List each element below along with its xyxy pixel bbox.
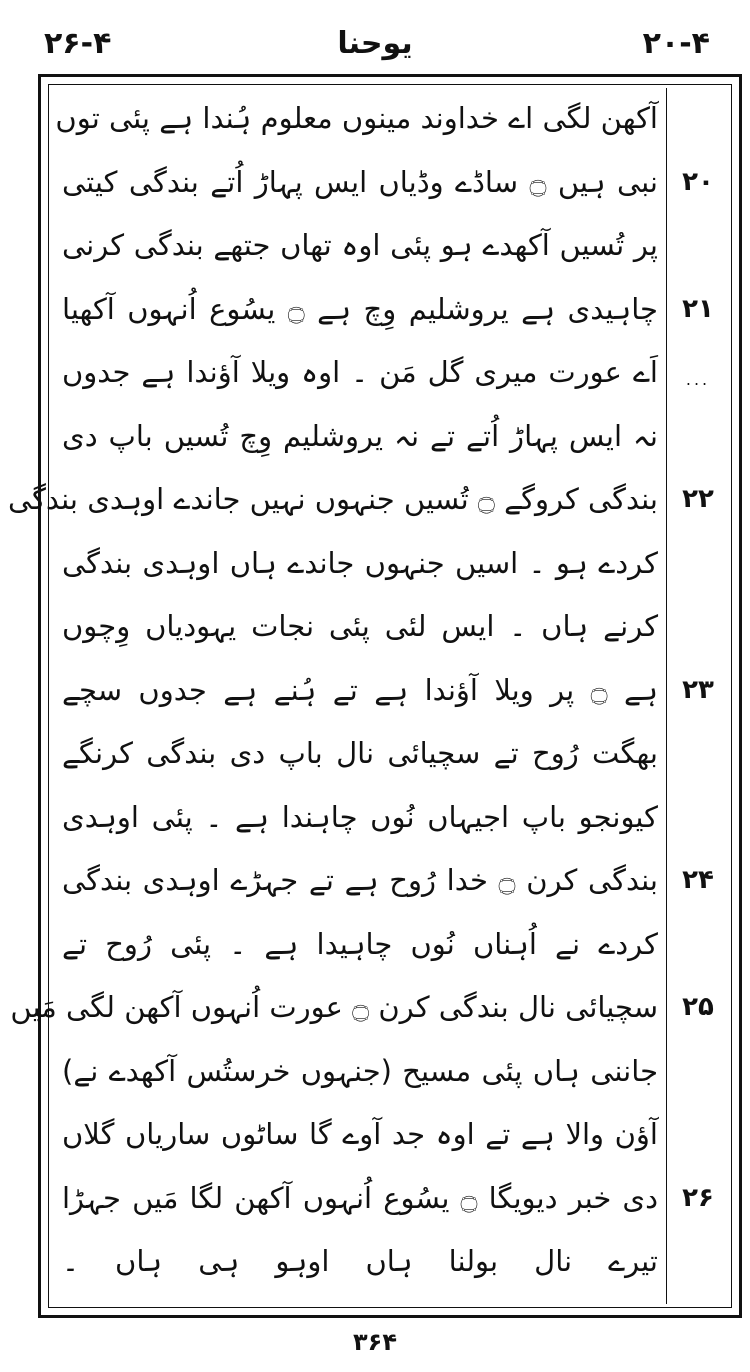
- chapter-verse-range-end: ۲۶-۴: [44, 26, 112, 61]
- text-line: ہے ۝ پر ویلا آؤندا ہے تے ہُنے ہے جدوں سچے: [62, 672, 659, 707]
- text-line: کردے ہو ۔ اسیں جنہوں جاندے ہاں اوہدی بندگی: [62, 545, 658, 580]
- text-line: نہ ایس پہاڑ اُتے تے نہ یروشلیم وِچ تُسیں باپ دی: [62, 418, 658, 453]
- text-line: کرنے ہاں ۔ ایس لئی پئی نجات یہودیاں وِچوں: [62, 609, 658, 643]
- verse-number-margin: [666, 88, 729, 1304]
- text-line: بندگی کروگے ۝ تُسیں جنہوں نہیں جاندے اوہدی بندگی: [7, 482, 658, 516]
- text-line: بھگت رُوح تے سچیائی نال باپ دی بندگی کرنگے: [62, 736, 658, 770]
- page-frame: [7, 74, 742, 1318]
- text-line: کیونجو باپ اجیہاں نُوں چاہندا ہے ۔ پئی اوہدی: [62, 799, 658, 834]
- text-line: تیرے نال بولنا ہاں اوہو ہی ہاں ۔: [62, 1244, 658, 1278]
- text-line: چاہیدی ہے یروشلیم وِچ ہے ۝ یسُوع اُنہوں آکھیا: [62, 291, 658, 326]
- verse-number: ۲۶: [682, 1182, 714, 1213]
- text-line: سچیائی نال بندگی کرن ۝ عورت اُنہوں آکھن لگی مَیں: [10, 990, 658, 1024]
- margin-dash-mark: ...: [685, 370, 711, 389]
- text-line: جاننی ہاں پئی مسیح (جنہوں خرستُس آکھدے نے): [62, 1053, 658, 1088]
- book-title: یوحنا: [337, 26, 413, 61]
- text-line: نبی ہیں ۝ ساڈے وڈیاں ایس پہاڑ اُتے بندگی کیتی: [62, 164, 659, 199]
- verse-number: ۲۵: [682, 992, 714, 1022]
- text-line: دی خبر دیویگا ۝ یسُوع اُنہوں آکھن لگا مَیں جہڑا: [62, 1180, 658, 1215]
- page-number: ۳۶۴: [353, 1328, 397, 1356]
- text-line: آکھن لگی اے خداوند مینوں معلوم ہُندا ہے پئی توں: [55, 101, 658, 135]
- text-line: پر تُسیں آکھدے ہو پئی اوہ تھاں جتھے بندگی کرنی: [62, 228, 658, 262]
- verse-number: ۲۴: [682, 865, 714, 895]
- text-line: آؤن والا ہے تے اوہ جد آوے گا ساٹوں ساریاں گلاں: [62, 1117, 658, 1151]
- text-line: اَے عورت میری گل مَن ۔ اوہ ویلا آؤندا ہے جدوں: [62, 355, 658, 389]
- scripture-text-column: [7, 88, 659, 1304]
- verse-number: ۲۱: [682, 293, 714, 324]
- text-line: کردے نے اُہناں نُوں چاہیدا ہے ۔ پئی رُوح تے: [62, 926, 658, 961]
- text-line: بندگی کرن ۝ خدا رُوح ہے تے جہڑے اوہدی بندگی: [62, 863, 659, 897]
- chapter-verse-range-start: ۲۰-۴: [642, 26, 710, 61]
- verse-number: ۲۲: [682, 484, 714, 514]
- page-header: [40, 22, 710, 72]
- verse-number: ۲۰: [682, 166, 714, 197]
- verse-number: ۲۳: [682, 674, 714, 705]
